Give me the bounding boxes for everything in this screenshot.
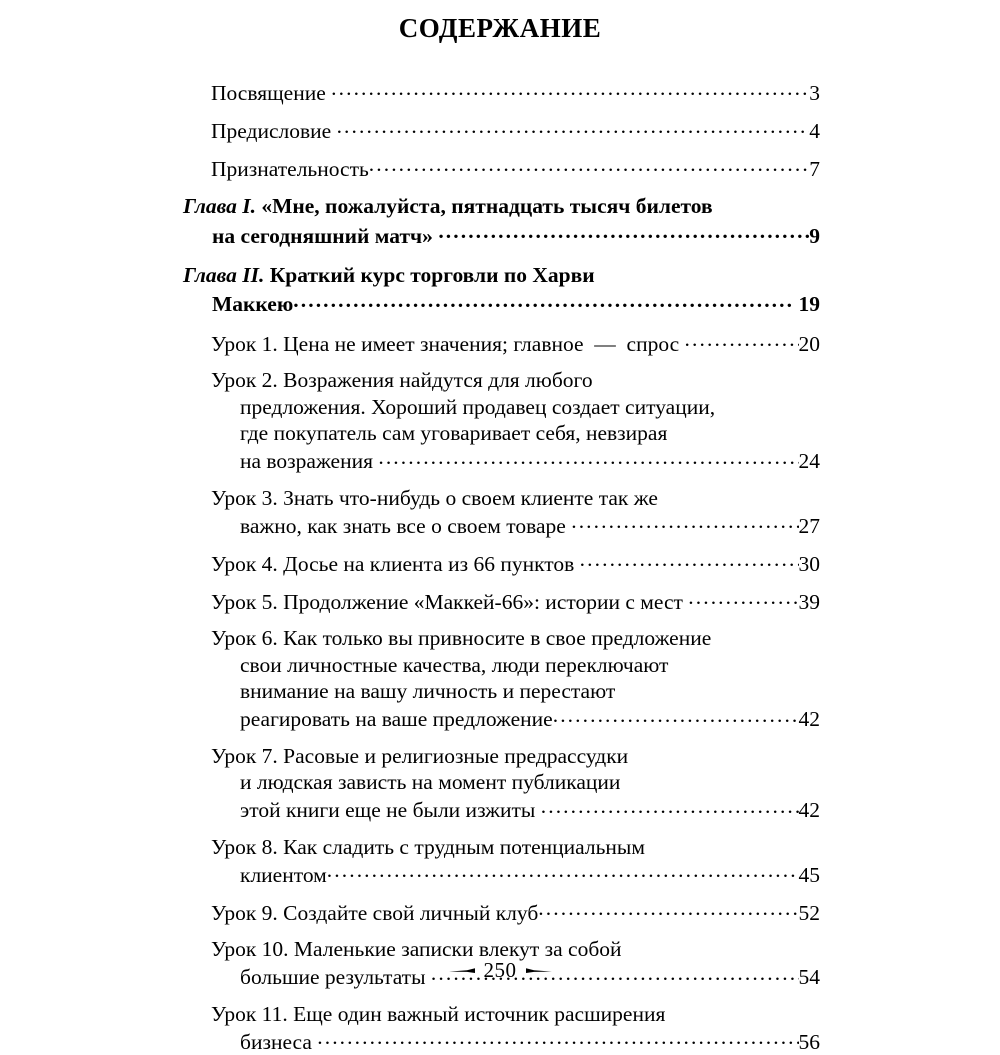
toc-entry-line (211, 511, 820, 539)
dot-leader (538, 898, 798, 920)
toc-entry-line (211, 860, 820, 888)
toc-entry-line (183, 290, 820, 320)
toc-entry-text: на сегодняшний матч» (212, 222, 438, 251)
toc-entry-text: Урок 10. Маленькие записки влекут за собой (211, 936, 622, 963)
toc-entry-text: важно, как знать все о своем товаре (240, 513, 571, 540)
toc-entry-text: Урок 2. Возражения найдутся для любого (211, 367, 593, 394)
toc-entry-line (211, 743, 820, 770)
toc-entry-text: Предисловие (211, 118, 337, 145)
toc-entry-text: Урок 3. Знать что-нибудь о своем клиенте так же (211, 485, 658, 512)
chapter-label: Глава II. (183, 261, 264, 290)
toc-entry-line (211, 769, 820, 796)
toc-entry-line (211, 678, 820, 705)
toc-entry-text: Маккею (212, 290, 293, 319)
toc-entry-text: «Мне, пожалуйста, пятнадцать тысяч билетов (256, 192, 713, 221)
toc-entry-line (211, 1027, 820, 1055)
toc-entry[interactable] (183, 192, 820, 251)
toc-entry[interactable] (211, 116, 820, 144)
toc-entry[interactable] (211, 834, 820, 889)
toc-entry[interactable] (211, 154, 820, 182)
toc-entry-text: реагировать на ваше предложение (240, 706, 553, 733)
toc-entry-text: Краткий курс торговли по Харви (264, 261, 594, 290)
toc-entry-text: Урок 11. Еще один важный источник расширения (211, 1001, 665, 1028)
toc-entry-line (211, 116, 820, 144)
toc-entry-line (211, 485, 820, 512)
toc-entry-line (183, 221, 820, 251)
dot-leader (553, 705, 799, 727)
toc-entry-text: Урок 6. Как только вы привносите в свое предложение (211, 625, 711, 652)
toc-entry-text: внимание на вашу личность и перестают (240, 678, 615, 705)
toc-entry-line (211, 587, 820, 615)
toc-page-number: 20 (799, 331, 821, 358)
page-footer (0, 958, 1000, 983)
dot-leader (293, 290, 793, 312)
toc-entry-line (211, 796, 820, 824)
toc-page-number: 42 (799, 797, 821, 824)
toc-entry-text: Урок 8. Как сладить с трудным потенциальным (211, 834, 645, 861)
toc-entry-line (211, 367, 820, 394)
chapter-label: Глава I. (183, 192, 256, 221)
toc-entry-line (183, 192, 820, 221)
toc-entry-text: предложения. Хороший продавец создает ситуации, (240, 394, 715, 421)
toc-entry[interactable] (211, 78, 820, 106)
toc-page-number: 4 (809, 118, 820, 145)
page-number: 250 (484, 958, 517, 983)
toc-entry-line (211, 154, 820, 182)
toc-entry[interactable] (211, 625, 820, 733)
toc-entry[interactable] (211, 485, 820, 540)
dot-leader (331, 78, 809, 100)
toc-page-number: 19 (793, 290, 820, 319)
toc-entry-line (211, 834, 820, 861)
toc-entry-text: клиентом (240, 862, 327, 889)
toc-entry-text: Урок 1. Цена не имеет значения; главное — спрос (211, 331, 685, 358)
toc-entry-text: Урок 5. Продолжение «Маккей-66»: истории с мест (211, 589, 688, 616)
toc-entry-text: свои личностные качества, люди переключают (240, 652, 668, 679)
dot-leader (378, 447, 798, 469)
toc-entry-text: на возражения (240, 448, 378, 475)
toc-page-number: 30 (799, 551, 821, 578)
toc-page-number: 54 (799, 964, 821, 991)
toc-entry-text: и людская зависть на момент публикации (240, 769, 620, 796)
toc-page-number: 24 (799, 448, 821, 475)
arrow-left-ornament (526, 966, 552, 976)
toc-entry[interactable] (211, 587, 820, 615)
toc-entry[interactable] (211, 367, 820, 475)
toc-entry[interactable] (183, 261, 820, 320)
toc-entry-line (211, 394, 820, 421)
toc-entry-line (211, 447, 820, 475)
toc-entry-line (211, 1001, 820, 1028)
toc-page-number: 52 (799, 900, 821, 927)
toc-page-number: 42 (799, 706, 821, 733)
toc-entry[interactable] (211, 743, 820, 824)
toc-entry-line (211, 652, 820, 679)
toc-entry-line (211, 78, 820, 106)
dot-leader (317, 1027, 798, 1049)
toc-entry-line (211, 549, 820, 577)
toc-page-number: 7 (809, 156, 820, 183)
toc-entry-text: Урок 4. Досье на клиента из 66 пунктов (211, 551, 580, 578)
toc-entry-text: Признательность (211, 156, 369, 183)
toc-entry[interactable] (211, 329, 820, 357)
dot-leader (688, 587, 798, 609)
toc-entry-text: большие результаты (240, 964, 431, 991)
dot-leader (541, 796, 799, 818)
toc-entry-line (211, 420, 820, 447)
toc-entry[interactable] (211, 898, 820, 926)
dot-leader (438, 221, 809, 243)
toc-page-number: 56 (799, 1029, 821, 1055)
toc-entry-text: бизнеса (240, 1029, 317, 1055)
toc-entry-text: этой книги еще не были изжиты (240, 797, 541, 824)
arrow-right-ornament (449, 966, 475, 976)
toc-entry[interactable] (211, 549, 820, 577)
toc-entry-line (211, 705, 820, 733)
toc-entry-line (211, 329, 820, 357)
toc-page-number: 9 (809, 222, 820, 251)
dot-leader (327, 860, 799, 882)
toc-entry-line (211, 898, 820, 926)
dot-leader (580, 549, 799, 571)
dot-leader (369, 154, 809, 176)
toc-page-number: 45 (799, 862, 821, 889)
toc-entry-text: Урок 7. Расовые и религиозные предрассудки (211, 743, 628, 770)
toc-entry-text: где покупатель сам уговаривает себя, невзирая (240, 420, 667, 447)
table-of-contents-list (183, 78, 820, 1055)
toc-page-number: 39 (799, 589, 821, 616)
page-title: СОДЕРЖАНИЕ (0, 0, 1000, 44)
dot-leader (337, 116, 810, 138)
dot-leader (571, 511, 798, 533)
toc-entry-text: Урок 9. Создайте свой личный клуб (211, 900, 538, 927)
toc-entry-line (183, 261, 820, 290)
toc-entry-line (211, 625, 820, 652)
toc-entry[interactable] (211, 1001, 820, 1055)
toc-entry-text: Посвящение (211, 80, 331, 107)
toc-page-number: 27 (799, 513, 821, 540)
dot-leader (685, 329, 799, 351)
toc-page-number: 3 (809, 80, 820, 107)
